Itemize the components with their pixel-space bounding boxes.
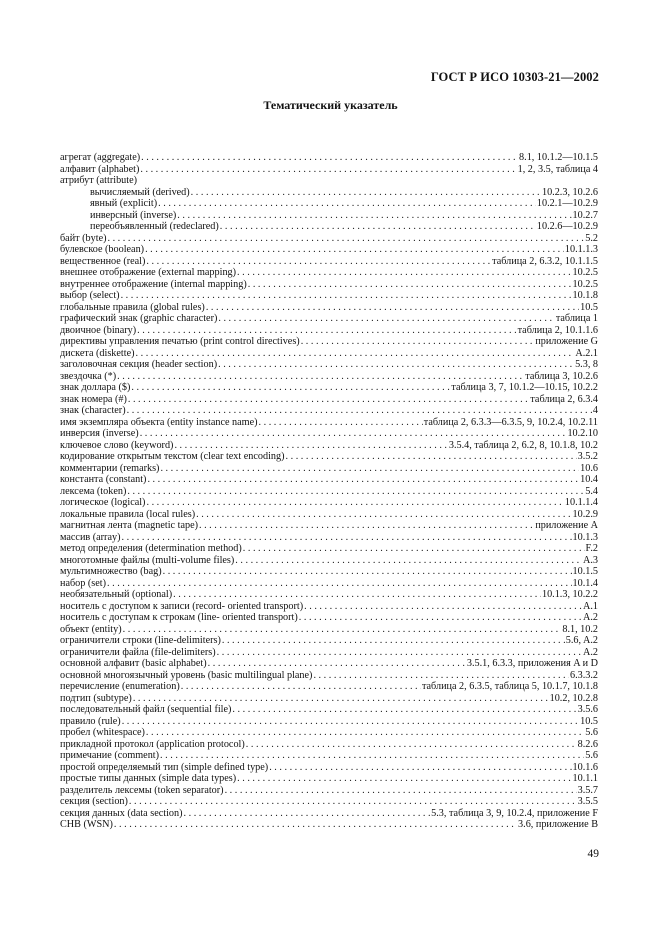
leader-dots <box>174 440 447 452</box>
index-entry <box>60 440 598 452</box>
index-entry <box>60 612 598 624</box>
leader-dots <box>121 532 571 544</box>
leader-dots <box>269 762 571 774</box>
index-term: атрибут (attribute) <box>60 175 137 186</box>
index-entry <box>60 750 598 762</box>
index-reference: приложение G <box>535 336 598 347</box>
index-reference: 10.1.6 <box>572 761 598 773</box>
index-term: графический знак (graphic character) <box>60 313 218 324</box>
index-entry <box>60 601 598 613</box>
index-entry <box>60 267 598 279</box>
index-term: логическое (logical) <box>60 497 146 508</box>
index-reference: 10.2.6—10.2.9 <box>536 221 598 232</box>
index-entry <box>60 279 598 291</box>
leader-dots <box>173 589 541 601</box>
leader-dots <box>177 210 571 222</box>
index-entry <box>60 681 598 693</box>
index-term: заголовочная секция (header section) <box>60 359 218 370</box>
leader-dots <box>133 693 549 705</box>
index-reference: F.2 <box>585 543 598 554</box>
leader-dots <box>131 382 450 394</box>
index-entry <box>60 359 598 371</box>
index-term: магнитная лента (magnetic tape) <box>60 520 198 531</box>
index-entry <box>60 325 598 337</box>
index-list <box>60 152 598 831</box>
index-term: звездочка (*) <box>60 370 117 382</box>
index-reference: 10.5 <box>580 715 598 727</box>
index-entry <box>60 164 598 176</box>
leader-dots <box>107 233 584 245</box>
index-reference: A.2 <box>583 612 598 623</box>
index-reference: таблица 2, 6.3.4 <box>530 393 598 405</box>
index-reference: A.1 <box>583 600 598 612</box>
leader-dots <box>127 486 584 498</box>
index-term: разделитель лексемы (token separator) <box>60 784 224 796</box>
index-term: перечисление (enumeration) <box>60 681 180 692</box>
leader-dots <box>121 290 572 302</box>
index-entry <box>60 808 598 820</box>
index-entry <box>60 221 598 233</box>
index-term: внутреннее отображение (internal mapping) <box>60 278 247 290</box>
index-reference: 5.4 <box>585 485 598 497</box>
index-entry <box>60 543 598 555</box>
index-entry <box>60 336 598 348</box>
index-term: имя экземпляра объекта (entity instance name) <box>60 416 258 428</box>
index-reference: таблица 2, 10.1.1.6 <box>517 324 598 336</box>
index-term: знак номера (#) <box>60 393 127 405</box>
leader-dots <box>191 187 541 199</box>
index-entry <box>60 589 598 601</box>
index-reference: 10.5 <box>580 301 598 313</box>
index-entry <box>60 773 598 785</box>
leader-dots <box>206 302 579 314</box>
index-entry <box>60 624 598 636</box>
index-term: многотомные файлы (multi-volume files) <box>60 554 235 566</box>
leader-dots <box>232 704 576 716</box>
index-term: переобъявленный (redeclared) <box>90 221 219 232</box>
leader-dots <box>222 635 565 647</box>
index-entry <box>60 635 598 647</box>
index-reference: 8.2.6 <box>577 738 598 750</box>
index-term: СНВ (WSN) <box>60 819 113 830</box>
index-entry <box>60 313 598 325</box>
leader-dots <box>235 555 582 567</box>
index-reference: 5.3, 8 <box>575 359 598 370</box>
index-entry <box>60 727 598 739</box>
index-reference: 10.2.10 <box>567 428 598 439</box>
leader-dots <box>225 785 577 797</box>
leader-dots <box>220 221 536 233</box>
index-entry <box>60 670 598 682</box>
index-reference: 10.2, 10.2.8 <box>549 692 598 704</box>
leader-dots <box>145 244 564 256</box>
leader-dots <box>286 451 577 463</box>
index-term: знак (character) <box>60 405 126 416</box>
index-term: массив (array) <box>60 531 121 543</box>
index-entry <box>60 451 598 463</box>
index-term: дискета (diskette) <box>60 347 135 359</box>
index-entry <box>60 532 598 544</box>
index-reference: 5.2 <box>585 232 598 244</box>
index-term: основной многоязычный уровень (basic multilingual plane) <box>60 669 313 681</box>
index-entry <box>60 394 598 406</box>
index-reference: 5.6, A.2 <box>565 635 598 646</box>
index-entry <box>60 819 598 831</box>
index-reference: 10.1.5 <box>572 566 598 577</box>
index-entry <box>60 233 598 245</box>
leader-dots <box>243 543 585 555</box>
leader-dots <box>160 463 579 475</box>
index-term: знак доллара ($) <box>60 382 131 393</box>
index-reference: 10.1.3, 10.2.2 <box>541 589 598 600</box>
index-entry <box>60 704 598 716</box>
index-term: подтип (subtype) <box>60 692 132 704</box>
index-term: двоичное (binary) <box>60 324 137 336</box>
index-entry <box>60 371 598 383</box>
index-reference: 10.1.3 <box>572 531 598 543</box>
leader-dots <box>107 578 572 590</box>
index-term: секция (section) <box>60 796 128 807</box>
leader-dots <box>140 164 516 176</box>
index-term: мультимножество (bag) <box>60 566 162 577</box>
index-term: набор (set) <box>60 577 106 589</box>
index-term: инверсный (inverse) <box>90 209 177 221</box>
index-entry <box>60 198 598 210</box>
index-reference: 1, 2, 3.5, таблица 4 <box>517 163 598 175</box>
index-term: директивы управления печатью (print control directives) <box>60 336 300 347</box>
index-term: простые типы данных (simple data types) <box>60 773 237 784</box>
index-term: инверсия (inverse) <box>60 428 139 439</box>
index-term: секция данных (data section) <box>60 807 183 819</box>
index-term: ограничители файла (file-delimiters) <box>60 646 216 658</box>
index-entry <box>60 210 598 222</box>
index-reference: 3.5.4, таблица 2, 6.2, 8, 10.1.8, 10.2 <box>448 439 598 451</box>
index-reference: таблица 1 <box>555 313 598 324</box>
index-term: вычисляемый (derived) <box>90 186 190 198</box>
index-reference: 3.5.2 <box>577 451 598 462</box>
index-entry <box>60 152 598 164</box>
leader-dots <box>181 681 421 693</box>
leader-dots <box>140 428 567 440</box>
index-entry <box>60 187 598 199</box>
leader-dots <box>128 394 529 406</box>
index-reference: 8.1, 10.2 <box>562 623 598 635</box>
leader-dots <box>313 670 569 682</box>
index-reference: A.2 <box>583 646 598 658</box>
index-term: носитель с доступам к строкам (line- oriented transport) <box>60 612 298 623</box>
index-term: локальные правила (local rules) <box>60 508 196 520</box>
index-term: носитель с доступом к записи (record- oriented transport) <box>60 600 304 612</box>
leader-dots <box>122 716 579 728</box>
index-term: комментарии (remarks) <box>60 462 160 474</box>
index-term: константа (constant) <box>60 474 147 485</box>
index-term: пробел (whitespace) <box>60 727 145 738</box>
leader-dots <box>129 796 577 808</box>
index-reference: таблица 2, 6.3.2, 10.1.1.5 <box>492 255 598 267</box>
index-term: метод определения (determination method) <box>60 543 242 554</box>
leader-dots <box>218 359 574 371</box>
leader-dots <box>259 417 423 429</box>
index-term: булевское (boolean) <box>60 244 145 255</box>
index-term: кодирование открытым текстом (clear text encoding) <box>60 451 285 462</box>
leader-dots <box>304 601 582 613</box>
index-reference: 10.4 <box>580 474 598 485</box>
index-entry <box>60 256 598 268</box>
index-entry <box>60 290 598 302</box>
index-term: последовательный файл (sequential file) <box>60 704 232 715</box>
index-term: явный (explicit) <box>90 198 158 209</box>
index-term: ключевое слово (keyword) <box>60 439 174 451</box>
index-reference: 3.5.7 <box>577 784 598 796</box>
index-entry <box>60 463 598 475</box>
index-term: лексема (token) <box>60 485 127 497</box>
leader-dots <box>160 750 584 762</box>
leader-dots <box>248 279 572 291</box>
index-reference: 3.5.5 <box>577 796 598 807</box>
index-reference: 10.2.3, 10.2.6 <box>541 186 598 198</box>
index-entry <box>60 578 598 590</box>
index-entry <box>60 405 598 417</box>
index-reference: 10.2.9 <box>572 508 598 520</box>
index-reference: 5.6 <box>585 727 598 738</box>
index-term: байт (byte) <box>60 232 107 244</box>
index-reference: 8.1, 10.1.2—10.1.5 <box>519 152 598 163</box>
index-reference: 6.3.3.2 <box>569 669 598 681</box>
index-reference: A.2.1 <box>575 347 598 359</box>
index-reference: 3.6, приложение B <box>518 819 598 830</box>
index-entry <box>60 417 598 429</box>
leader-dots <box>146 256 491 268</box>
index-entry <box>60 762 598 774</box>
leader-dots <box>196 509 571 521</box>
index-entry <box>60 520 598 532</box>
leader-dots <box>123 624 562 636</box>
index-term: алфавит (alphabet) <box>60 163 140 175</box>
index-reference: 10.1.1.3 <box>564 244 598 255</box>
index-entry <box>60 739 598 751</box>
leader-dots <box>146 727 584 739</box>
leader-dots <box>163 566 572 578</box>
index-term: выбор (select) <box>60 290 120 301</box>
index-entry <box>60 244 598 256</box>
index-reference: 5.6 <box>585 750 598 761</box>
index-reference: 4 <box>592 405 598 416</box>
leader-dots <box>217 647 582 659</box>
index-reference: приложение A <box>535 520 598 531</box>
index-term: простой определяемый тип (simple defined type) <box>60 761 269 773</box>
index-term: основной алфавит (basic alphabet) <box>60 658 207 669</box>
page-number: 49 <box>587 848 599 860</box>
index-term: агрегат (aggregate) <box>60 152 141 163</box>
index-entry <box>60 428 598 440</box>
leader-dots <box>184 808 431 820</box>
index-entry <box>60 796 598 808</box>
leader-dots <box>136 348 575 360</box>
leader-dots <box>208 658 466 670</box>
index-reference: таблица 3, 7, 10.1.2—10.15, 10.2.2 <box>451 382 598 393</box>
index-reference: 3.5.6 <box>577 704 598 715</box>
index-reference: 10.6 <box>580 462 598 474</box>
index-reference: 10.1.1 <box>572 773 598 784</box>
index-reference: 10.1.8 <box>572 290 598 301</box>
index-entry <box>60 566 598 578</box>
leader-dots <box>301 336 535 348</box>
leader-dots <box>199 520 534 532</box>
index-term: объект (entity) <box>60 623 122 635</box>
index-entry <box>60 647 598 659</box>
leader-dots <box>237 267 572 279</box>
index-reference: таблица 2, 6.3.5, таблица 5, 10.1.7, 10.1.8 <box>421 681 598 692</box>
page-title: Тематический указатель <box>263 98 398 112</box>
index-term: глобальные правила (global rules) <box>60 301 205 313</box>
leader-dots <box>114 819 517 831</box>
index-reference: 5.3, таблица 3, 9, 10.2.4, приложение F <box>431 807 598 819</box>
leader-dots <box>146 497 563 509</box>
index-entry <box>60 486 598 498</box>
index-reference: 10.2.5 <box>572 267 598 278</box>
leader-dots <box>117 371 524 383</box>
index-term: правило (rule) <box>60 715 121 727</box>
index-reference: таблица 3, 10.2.6 <box>525 370 598 382</box>
index-reference: 3.5.1, 6.3.3, приложения A и D <box>466 658 598 669</box>
index-reference: 10.2.1—10.2.9 <box>536 198 598 209</box>
index-reference: 10.2.7 <box>572 209 598 221</box>
index-entry <box>60 658 598 670</box>
index-reference: 10.1.1.4 <box>564 497 598 508</box>
index-reference: таблица 2, 6.3.3—6.3.5, 9, 10.2.4, 10.2.11 <box>423 416 598 428</box>
index-term: вещественное (real) <box>60 255 146 267</box>
index-reference: 10.2.5 <box>572 278 598 290</box>
index-entry <box>60 693 598 705</box>
index-entry <box>60 302 598 314</box>
index-reference: A.3 <box>583 554 598 566</box>
index-entry <box>60 716 598 728</box>
index-entry <box>60 474 598 486</box>
index-term: внешнее отображение (external mapping) <box>60 267 237 278</box>
document-header: ГОСТ Р ИСО 10303-21—2002 <box>430 70 599 84</box>
index-term: примечание (comment) <box>60 750 160 761</box>
leader-dots <box>237 773 571 785</box>
index-entry <box>60 497 598 509</box>
leader-dots <box>299 612 582 624</box>
leader-dots <box>147 474 579 486</box>
leader-dots <box>141 152 518 164</box>
index-entry <box>60 382 598 394</box>
leader-dots <box>137 325 516 337</box>
index-term: ограничители строки (line-delimiters) <box>60 635 221 646</box>
index-entry <box>60 175 598 187</box>
index-entry <box>60 348 598 360</box>
index-entry <box>60 509 598 521</box>
leader-dots <box>127 405 592 417</box>
index-entry <box>60 785 598 797</box>
index-reference: 10.1.4 <box>572 577 598 589</box>
leader-dots <box>246 739 577 751</box>
index-entry <box>60 555 598 567</box>
index-term: необязательный (optional) <box>60 589 173 600</box>
index-term: прикладной протокол (application protocol) <box>60 738 245 750</box>
leader-dots <box>158 198 536 210</box>
leader-dots <box>218 313 554 325</box>
